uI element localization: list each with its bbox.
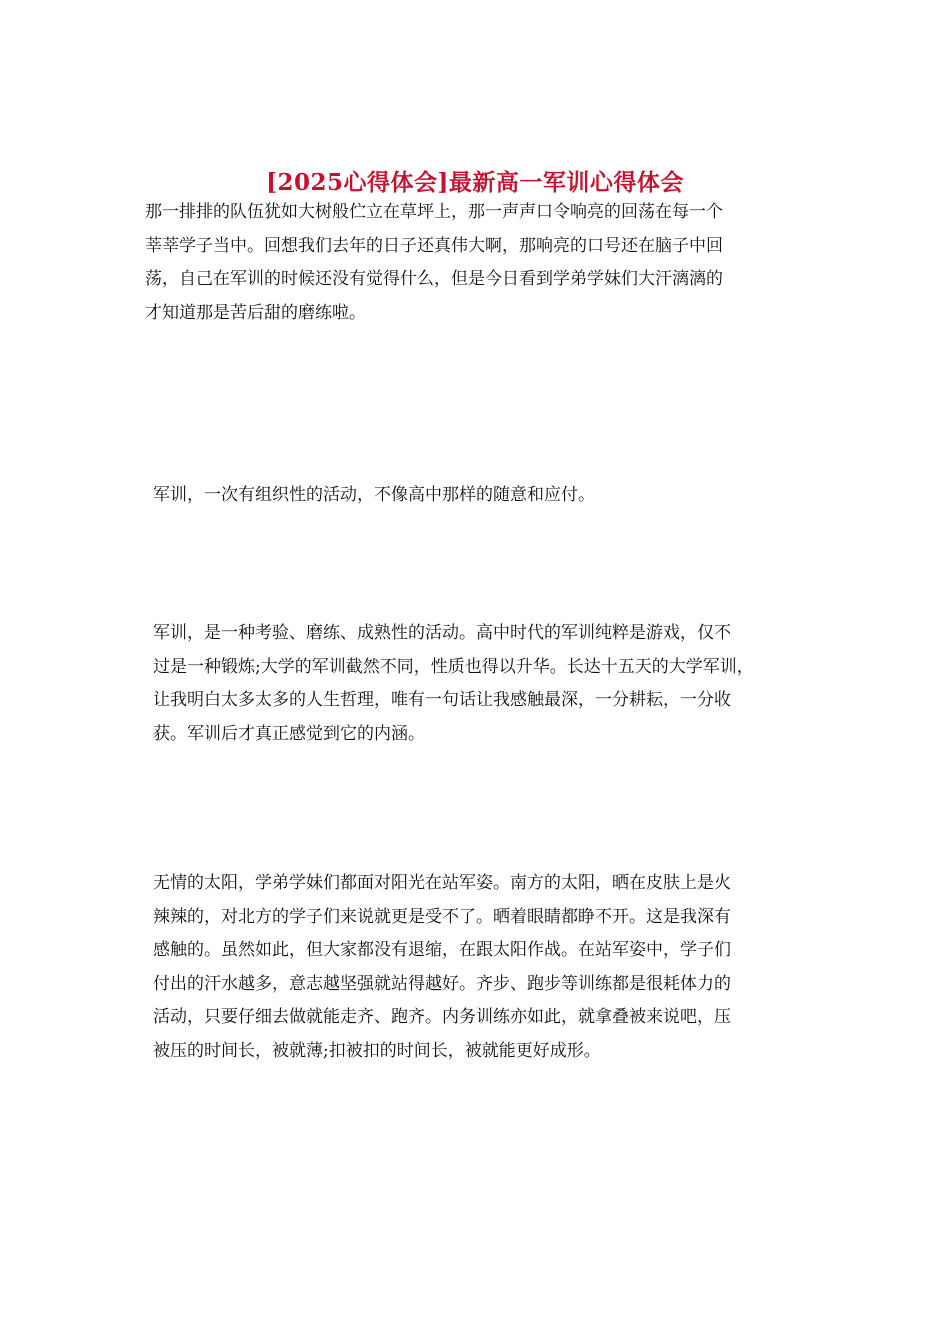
paragraph-line: 才知道那是苦后甜的磨练啦。	[145, 302, 366, 323]
paragraph-4	[145, 867, 825, 1069]
paragraph-line: 荡，自己在军训的时候还没有觉得什么，但是今日看到学弟学妹们大汗漓漓的	[145, 269, 723, 290]
paragraph-1	[145, 196, 825, 330]
paragraph-line: 无情的太阳，学弟学妹们都面对阳光在站军姿。南方的太阳，晒在皮肤上是火	[153, 873, 731, 893]
paragraph-line: 让我明白太多太多的人生哲理，唯有一句话让我感触最深，一分耕耘，一分收	[153, 690, 731, 711]
paragraph-line: 活动，只要仔细去做就能走齐、跑齐。内务训练亦如此，就拿叠被来说吧，压	[153, 1007, 731, 1028]
paragraph-line: 感触的。虽然如此，但大家都没有退缩，在跟太阳作战。在站军姿中，学子们	[153, 940, 731, 961]
paragraph-line: 军训，一次有组织性的活动，不像高中那样的随意和应付。	[153, 485, 595, 505]
paragraph-line: 获。军训后才真正感觉到它的内涵。	[153, 723, 425, 744]
paragraph-line: 军训，是一种考验、磨练、成熟性的活动。高中时代的军训纯粹是游戏，仅不	[153, 623, 731, 643]
paragraph-line: 辣辣的，对北方的学子们来说就更是受不了。晒着眼睛都睁不开。这是我深有	[153, 906, 731, 927]
paragraph-line: 莘莘学子当中。回想我们去年的日子还真伟大啊，那响亮的口号还在脑子中回	[145, 235, 723, 256]
paragraph-line: 付出的汗水越多，意志越坚强就站得越好。齐步、跑步等训练都是很耗体力的	[153, 973, 731, 994]
paragraph-line: 过是一种锻炼;大学的军训截然不同，性质也得以升华。长达十五天的大学军训，	[153, 656, 754, 677]
document-title: [2025心得体会]最新高一军训心得体会	[266, 169, 684, 197]
paragraph-line: 被压的时间长，被就薄;扣被扣的时间长，被就能更好成形。	[153, 1040, 601, 1061]
paragraph-3	[145, 617, 825, 751]
paragraph-2	[145, 479, 825, 513]
paragraph-line: 那一排排的队伍犹如大树般伫立在草坪上，那一声声口令响亮的回荡在每一个	[145, 202, 723, 222]
